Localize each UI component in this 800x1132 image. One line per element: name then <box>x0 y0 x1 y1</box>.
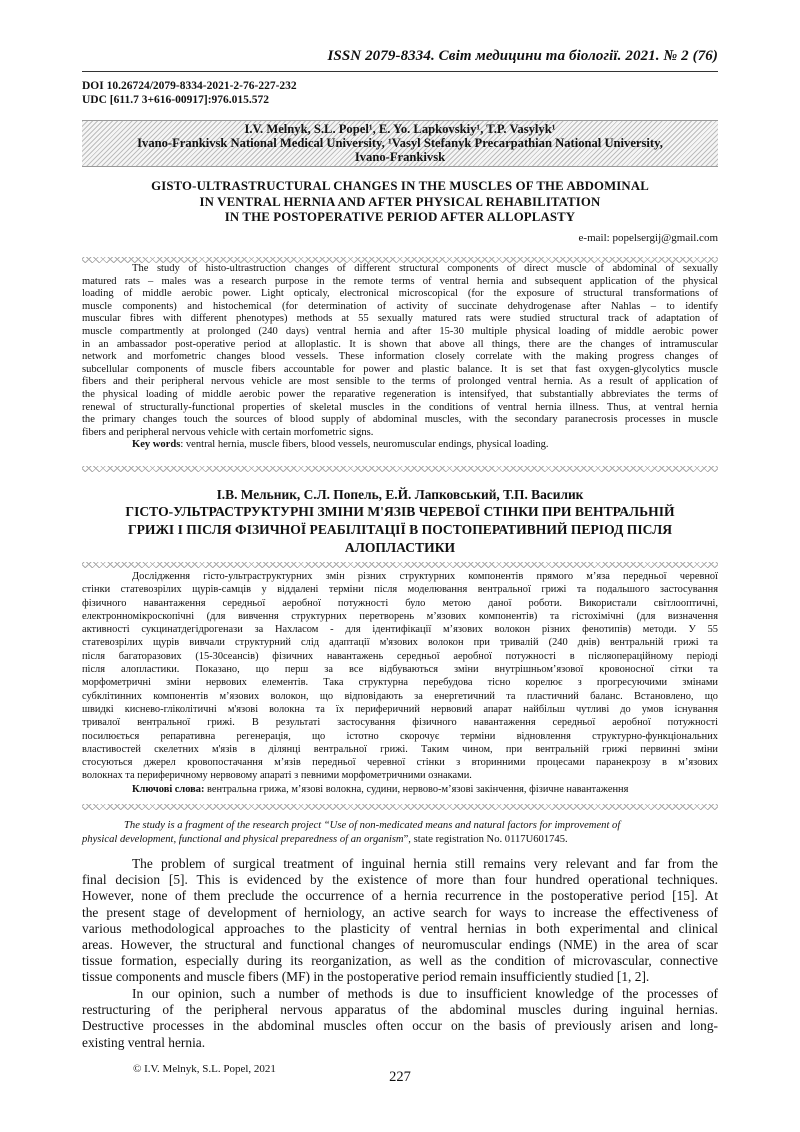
page-number: 227 <box>389 1069 411 1085</box>
abstract-line: subcellular components of muscle fibers accountable for power and plastic balance. It is set that fast oxygen-glycolytics muscle <box>82 363 718 375</box>
body-line: final decision [5]. This is evidenced by the existence of more than four hundred operational techniques. <box>82 872 718 888</box>
wavy-divider <box>82 804 718 810</box>
authors-en: I.V. Melnyk, S.L. Popel¹, E. Yo. Lapkovskiy¹, T.P. Vasylyk¹ <box>244 122 556 136</box>
journal-header: ISSN 2079-8334. Світ медицини та біології. 2021. № 2 (76) <box>327 48 718 64</box>
title-line: АЛОПЛАСТИКИ <box>344 539 456 555</box>
affiliation-line: Ivano-Frankivsk National Medical University, ¹Vasyl Stefanyk Precarpathian National University, <box>137 136 663 150</box>
abstract-line: стосуються джерел кровопостачання м’язів передньої черевної стінки з вторинними процесами паранекрозу в м’язових <box>82 757 718 769</box>
abstract-line: Дослідження гісто-ультраструктурних змін різних структурних компонентів прямого м’яза передньої черевної <box>132 571 718 582</box>
funding-registration: ”, state registration No. 0117U601745. <box>403 833 568 845</box>
keywords-text: вентральна грижа, м’язові волокна, судини, нервово-м’язові закінчення, фізичне навантаження <box>204 783 629 795</box>
funding-project: physical development, functional and physical preparedness of an organism <box>82 833 404 845</box>
abstract-line: активності сукцинатдегідрогенази за Нахласом - для ідентифікації м’язових волокон різних фенотипів) методи. У 55 <box>82 624 718 636</box>
abstract-line: морфометричні зміни нервових елементів. Така структурна перебудова тісно корелює з прогресуючими змінами <box>82 677 718 689</box>
abstract-line: muscle compartmently at prolonged (240 days) ventral hernia and after 15-30 multiple physical loading of middle aerobic power <box>82 325 718 337</box>
funding-line: The study is a fragment of the research project “Use of non-medicated means and natural factors for improvement of <box>124 820 621 831</box>
abstract-line: електронномікроскопічні (для вивчення структурних перетворень м’язових компонентів) та гістохімічні (для визначення <box>82 610 718 622</box>
keywords-text: : ventral hernia, muscle fibers, blood vessels, neuromuscular endings, physical loading. <box>180 439 549 451</box>
doi-block <box>82 79 297 107</box>
wavy-divider <box>82 466 718 472</box>
body-paragraph-1 <box>82 856 718 986</box>
title-line: ГРИЖІ І ПІСЛЯ ФІЗИЧНОЇ РЕАБІЛІТАЦІЇ В ПОСТОПЕРАТИВНИЙ ПЕРІОД ПІСЛЯ <box>127 521 673 537</box>
keywords-en <box>82 439 718 452</box>
body-line: restructuring of the peripheral nervous apparatus of the abdominal muscles during inguinal hernias. <box>82 1002 718 1018</box>
body-line: The problem of surgical treatment of inguinal hernia still remains very relevant and far from the <box>132 856 718 871</box>
authors-ua: І.В. Мельник, С.Л. Попель, Е.Й. Лапковський, Т.П. Василик <box>216 487 584 502</box>
title-line: ГІСТО-УЛЬТРАСТРУКТУРНІ ЗМІНИ М'ЯЗІВ ЧЕРЕВОЇ СТІНКИ ПРИ ВЕНТРАЛЬНІЙ <box>125 504 675 519</box>
article-title-en <box>82 179 718 226</box>
wavy-divider <box>82 562 718 568</box>
body-line: However, none of them preclude the occurrence of a hernia recurrence in the postoperative period [15]. At <box>82 888 718 904</box>
affiliation-city: Ivano-Frankivsk <box>354 150 446 164</box>
body-line: Destructive processes in the abdominal muscles often occur on the basis of previously arisen and long- <box>82 1018 718 1034</box>
abstract-line: субклітинних компонентів м’язових волокон, що відповідають за енергетичний та пластичний баланс. Встановлено, що <box>82 690 718 702</box>
abstract-line: fibers and their peripheral nervous vehicle are most sensible to the terms of prolonged ventral hernia. As a result of application of <box>82 376 718 388</box>
abstract-line: посилюється репаративна регенерація, що істотно скорочує терміни відновлення структурно-функціональних <box>82 730 718 742</box>
body-line: the present stage of development of herniology, an active search for ways to increase the effectiveness of <box>82 904 718 920</box>
keywords-label: Key words <box>132 439 181 451</box>
abstract-line: in an ambassador post-operative period at alloplastic. It is shown that above all things, there are the changes of intramuscular <box>82 338 718 350</box>
abstract-line: властивостей скелетних м'язів в ділянці вентральної грижі. Таким чином, при вентральній грижі первинні зміни <box>82 743 718 755</box>
abstract-line: швидкі киснево-гліколітичні м'язові волокна та їх периферичний нервовий апарат найбільш чутливі до умов існування <box>82 703 718 715</box>
abstract-line: стінки статевозрілих щурів-самців у віддалені терміни після моделювання вентральної грижі та подальшого застосування <box>82 584 718 596</box>
funding-line <box>82 833 718 847</box>
body-paragraph-2 <box>82 986 718 1051</box>
title-line: GISTO-ULTRASTRUCTURAL CHANGES IN THE MUSCLES OF THE ABDOMINAL <box>151 179 649 193</box>
abstract-en <box>82 263 718 452</box>
authors-affiliation-box <box>82 120 718 167</box>
abstract-line: matured rats – males was a research purpose in the remote terms of ventral hernia and subsequent application of the physical <box>82 275 718 287</box>
abstract-line: тривалої вентральної грижі. В результаті застосування фізичного навантаження середньої аеробної потужності <box>82 717 718 729</box>
abstract-line: network and morfometric changes blood vessels. These information closely correlate with the making progress changes of <box>82 351 718 363</box>
title-line: IN THE POSTOPERATIVE PERIOD AFTER ALLOPLASTY <box>224 210 576 224</box>
abstract-line: fibers and peripheral nervous vehicle with certain morfometric signs. <box>82 426 374 438</box>
title-line: IN VENTRAL HERNIA AND AFTER PHYSICAL REHABILITATION <box>199 194 601 209</box>
body-line: areas. However, the structural and functional changes of neuromuscular endings (NME) in the area of scar <box>82 937 718 953</box>
abstract-line: renewal of structurally-functional properties of skeletal muscles in the conditions of ventral hernia illness. Thus, at ventral hernia <box>82 401 718 413</box>
body-line: tissue components and muscle fibers (MF) in the postoperative period remain insufficiently studied [1, 2]. <box>82 969 650 985</box>
copyright: © I.V. Melnyk, S.L. Popel, 2021 <box>133 1063 276 1075</box>
abstract-line: muscle components) and histochemical (for determination of activity of succinate dehydrogenase after Nahlas – to identify <box>82 300 718 312</box>
abstract-line: після алопластики. Показано, що перш за все відбуваються зміни внутрішньом’язової кровоносної сітки та <box>82 664 718 676</box>
abstract-line: волокнах та периферичному нервовому апараті з певними морфометричними ознаками. <box>82 770 472 782</box>
abstract-line: фізичного навантаження середньої аеробної потужності було метою даної роботи. Використали світлооптичні, <box>82 597 718 609</box>
running-header <box>82 44 718 72</box>
keywords-label: Ключові слова: <box>132 783 205 795</box>
body-line: tissue formation, especially during its reorganization, as well as the condition of microvascular, connective <box>82 953 718 969</box>
abstract-line: loading of middle aerobic power. Light opticaly, electronical microscopical (for the exposure of structural transformations of <box>82 288 718 300</box>
funding-note <box>82 819 718 846</box>
keywords-ua <box>82 783 718 796</box>
body-line: various methodological approaches to the plasticity of ventral hernias in both experimental and clinical <box>82 920 718 936</box>
doi: DOI 10.26724/2079-8334-2021-2-76-227-232 <box>82 80 297 92</box>
abstract-line: The study of histo-ultrastruction changes of different structural components of direct muscle of abdominal of sexually <box>132 263 718 274</box>
abstract-ua <box>82 570 718 796</box>
abstract-line: статевозрілих щурів вивчали структурний слід адаптації м'язових волокон при тривалій (240 днів) вентральній грижі та <box>82 637 718 649</box>
contact-email: e-mail: popelsergij@gmail.com <box>578 232 718 244</box>
abstract-line: після багаторазових (15-30сеансів) фізичних навантажень середньої аеробної потужності в післяопераційному періоді <box>82 650 718 662</box>
abstract-line: the primary changes touch the sources of blood supply of abdominal muscles, with the secondary paranecrosis processes in muscle <box>82 414 718 426</box>
article-title-ua <box>82 503 718 556</box>
body-line: existing ventral hernia. <box>82 1034 206 1050</box>
abstract-line: muscular fibres with different phenotypes) methods at 55 sexually matured rats were studied structural track of adaptation of <box>82 313 718 325</box>
abstract-line: the physical loading of middle aerobic power the reparative regeneration is intensifyed, that substantially abbreviates the terms of <box>82 388 718 400</box>
udc: UDC [611.7 3+616-00917]:976.015.572 <box>82 94 270 106</box>
body-line: In our opinion, such a number of methods is due to insufficient knowledge of the processes of <box>132 986 718 1001</box>
